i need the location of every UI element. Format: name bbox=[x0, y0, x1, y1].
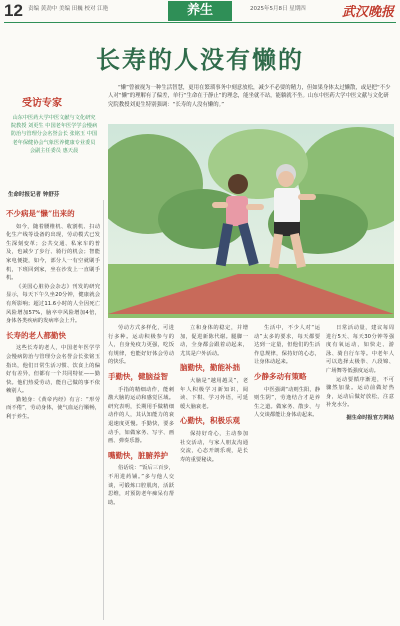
elderly-couple-running-photo bbox=[108, 124, 394, 318]
article-photo bbox=[108, 124, 394, 318]
subhead-longevity-diligent: 长寿的老人都勤快 bbox=[6, 330, 66, 340]
header-rule bbox=[4, 22, 396, 23]
page-header bbox=[0, 0, 400, 22]
column-4 bbox=[254, 324, 320, 420]
paragraph: 日常活动量，建议每周进行5天、每天30分钟等强度有氧运动，如快走、游泳、骑自行车等。中老年人可以选择太极拳、八段锦、广场舞等低强度运动。 bbox=[326, 325, 394, 374]
paragraph: 《美国心脏协会杂志》刊发的研究显示，每天下午久坐20分钟，健康就会有所影响；超过11.6小时的人全因死亡风险增加57%，脑卒中风险增加4倍，身体各类疾病的发病率会上升。 bbox=[6, 283, 100, 325]
page-number: 12 bbox=[4, 1, 23, 20]
paragraph: 如今，随着腰椎机、收割机、扫动化生产线等设备的出现，劳动模式已发生深刻变革；公共交通、私家车的普及，也减少了步行、骑行的机会；智能家电便捷，如今，部分人一有空就刷手机，下班回到家，坐在沙发上一直刷手机。 bbox=[6, 223, 100, 282]
subhead-lazy-illness: 不少病是“懒”出来的 bbox=[6, 209, 75, 218]
column-5 bbox=[326, 324, 394, 423]
lede-text: “懒”曾被视为一种生活智慧，更用在繁琐事务中刻意放松，减少不必要的精力，但如果身体太过懒散，或是把“不少人对“懒”的理解有了偏差，单行“生命在于静止”的理念，能坐就不站，能躺就不坐。山东中医药大学中医文献与文化研究院教授刘更生特别强调：“长寿的人没有懒的。” bbox=[108, 85, 391, 108]
paragraph: 勤勉身：《黄帝内经》有言：“形劳而不倦”，劳动身体，使气血运行顺畅，利于养生。 bbox=[6, 396, 100, 421]
column-2 bbox=[108, 324, 174, 507]
paragraph: 运动要循序渐进，不可骤然加量。运动前做好热身，运动后做好放松，注意补充水分。 bbox=[326, 376, 394, 409]
issue-date: 2025年5月8日 星期四 bbox=[250, 6, 306, 12]
column-divider bbox=[103, 200, 104, 620]
paragraph: 保持好奇心，主动参加社交活动，与家人朋友沟通交流，心态开朗乐观，是长寿的重要秘诀。 bbox=[180, 430, 248, 463]
experts-list: 山东中医药大学中医文献与文化研究院教授 刘更生 中国老年医学学会慢病防治与管理分会名誉会长 张铭玉 中国老年保健协会气象医养健康专业委员会副主任委员 惠天晨 bbox=[10, 115, 98, 154]
section-tab: 养生 bbox=[168, 1, 232, 21]
paragraph: 这些长寿的老人，中国老年医学学会慢病防治与管理分会名誉会长张铭玉指出，他们日常生活习惯、饮食上的偏好有差异，但都有一个共同特征——勤快。他们热爱劳动，能自己做的事不依赖别人。 bbox=[6, 345, 100, 395]
subhead-brain: 脑勤快，勤能补拙 bbox=[180, 363, 240, 373]
editor-credits: 责编 黄劲中 美编 田巍 校对 江艳 bbox=[28, 6, 109, 12]
subhead-hands: 手勤快，健脑益智 bbox=[108, 371, 168, 381]
source-credit: 据生命时报官方网站 bbox=[346, 414, 394, 421]
article-headline: 长寿的人没有懒的 bbox=[96, 45, 304, 74]
subhead-heart: 心勤快，积极乐观 bbox=[180, 416, 240, 426]
subhead-strategy: 少静多动有策略 bbox=[254, 371, 307, 381]
paragraph: 大脑是“越用越灵”，老年人积极学习新知识，阅读、下棋、学习外语，可延缓大脑衰老。 bbox=[180, 377, 248, 410]
experts-title: 受访专家 bbox=[22, 98, 62, 109]
paragraph: 俗话说：“饭后三百步，不用进药铺。”多与他人交谈，可锻炼口腔肌肉，活跃思维，对预防老年痴呆有帮助。 bbox=[108, 465, 174, 506]
column-1 bbox=[6, 204, 100, 422]
article-lede bbox=[108, 84, 392, 109]
newspaper-logo: 武汉晚报 bbox=[341, 5, 394, 20]
column-3 bbox=[180, 324, 248, 464]
paragraph: 生活中，不少人对“运动”太多的要求，每天都要达到一定量，但他们的生活作息规律，保持好的心态，让身体动起来。 bbox=[254, 325, 320, 366]
paragraph: 劳动方式多样化，可进行多种。运动积极参与的人，自身免疫力更强，吃饭有规律，也能好好体会劳动的快乐。 bbox=[108, 325, 174, 366]
subhead-mouth: 嘴勤快，脏腑养护 bbox=[108, 450, 168, 460]
paragraph: 手指的精细动作，能刺激大脑的运动和感觉区域。研究表明，长期用手做精细动作的人，其认知能力的衰退速度更慢。手勤快，要多动手，如做家务、写字、画画、弹奏乐器。 bbox=[108, 386, 174, 445]
byline: 生命时报记者 钟舒芬 bbox=[8, 192, 60, 198]
paragraph: 中医强调“动则生阳，静则生阴”，劳逸结合才是养生之道。做家务、散步、与人交谈都能让身体动起来。 bbox=[254, 386, 320, 419]
paragraph: 立和身体的稳定，并增加，促进新陈代谢。腿脚一动，全身都会跟着动起来，尤其是户外活动。 bbox=[180, 325, 248, 357]
